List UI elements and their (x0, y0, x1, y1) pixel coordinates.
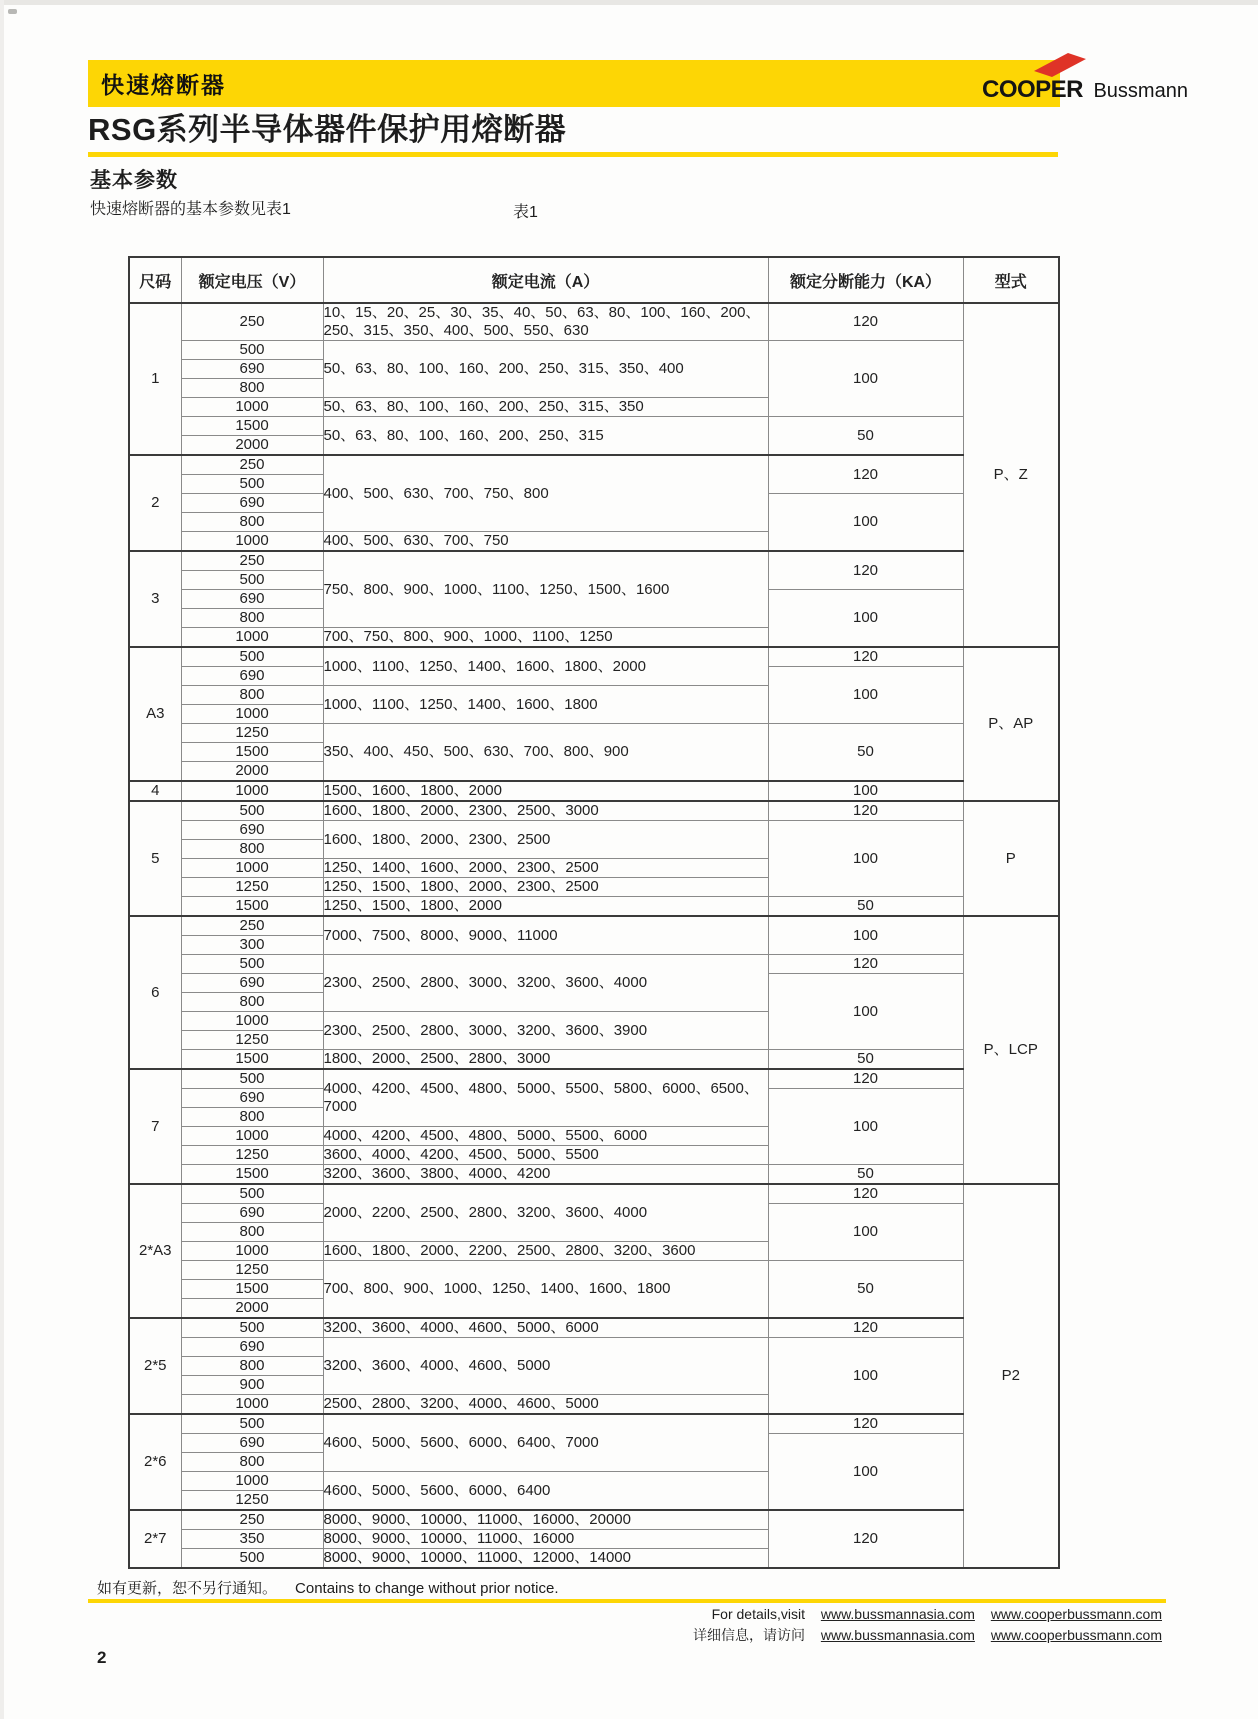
voltage-cell: 800 (181, 513, 323, 532)
voltage-cell: 1250 (181, 1261, 323, 1280)
cooper-bussmann-logo (982, 52, 1212, 104)
voltage-cell: 250 (181, 916, 323, 936)
breaking-capacity-cell: 120 (768, 1184, 963, 1204)
table-row (129, 1338, 1059, 1357)
column-header: 型式 (963, 257, 1059, 303)
voltage-cell: 800 (181, 1357, 323, 1376)
voltage-cell: 500 (181, 955, 323, 974)
basic-params-table (128, 256, 1060, 1569)
current-cell: 8000、9000、10000、11000、16000、20000 (323, 1510, 768, 1530)
breaking-capacity-cell: 100 (768, 1089, 963, 1165)
voltage-cell: 690 (181, 821, 323, 840)
current-cell: 1500、1600、1800、2000 (323, 781, 768, 801)
voltage-cell: 350 (181, 1530, 323, 1549)
voltage-cell: 800 (181, 993, 323, 1012)
table-row (129, 303, 1059, 341)
voltage-cell: 800 (181, 1453, 323, 1472)
breaking-capacity-cell: 120 (768, 1069, 963, 1089)
breaking-capacity-cell: 100 (768, 341, 963, 417)
breaking-capacity-cell: 50 (768, 1261, 963, 1319)
breaking-capacity-cell: 120 (768, 1510, 963, 1568)
voltage-cell: 2000 (181, 436, 323, 456)
voltage-cell: 690 (181, 360, 323, 379)
column-header: 尺码 (129, 257, 181, 303)
current-cell: 4600、5000、5600、6000、6400、7000 (323, 1414, 768, 1472)
size-cell: 2*6 (129, 1414, 181, 1510)
voltage-cell: 1250 (181, 724, 323, 743)
voltage-cell: 250 (181, 455, 323, 475)
current-cell: 700、800、900、1000、1250、1400、1600、1800 (323, 1261, 768, 1319)
voltage-cell: 500 (181, 1414, 323, 1434)
breaking-capacity-cell: 50 (768, 1165, 963, 1185)
column-header: 额定电流（A） (323, 257, 768, 303)
voltage-cell: 800 (181, 609, 323, 628)
breaking-capacity-cell: 120 (768, 801, 963, 821)
current-cell: 2000、2200、2500、2800、3200、3600、4000 (323, 1184, 768, 1242)
current-cell: 50、63、80、100、160、200、250、315 (323, 417, 768, 456)
table-row (129, 1261, 1059, 1280)
current-cell: 1800、2000、2500、2800、3000 (323, 1050, 768, 1070)
voltage-cell: 500 (181, 571, 323, 590)
table-row (129, 1069, 1059, 1089)
voltage-cell: 500 (181, 1549, 323, 1569)
current-cell: 4600、5000、5600、6000、6400 (323, 1472, 768, 1511)
breaking-capacity-cell: 100 (768, 590, 963, 648)
current-cell: 1250、1500、1800、2000 (323, 897, 768, 917)
breaking-capacity-cell: 120 (768, 647, 963, 667)
table-row (129, 341, 1059, 360)
table-row (129, 1184, 1059, 1204)
voltage-cell: 500 (181, 341, 323, 360)
voltage-cell: 800 (181, 686, 323, 705)
size-cell: 2*7 (129, 1510, 181, 1568)
breaking-capacity-cell: 100 (768, 1434, 963, 1511)
voltage-cell: 1500 (181, 417, 323, 436)
voltage-cell: 690 (181, 974, 323, 993)
voltage-cell: 800 (181, 840, 323, 859)
footer-links (693, 1604, 1162, 1646)
table-row (129, 801, 1059, 821)
change-notice (97, 1577, 559, 1598)
breaking-capacity-cell: 50 (768, 897, 963, 917)
type-cell: P、Z (963, 303, 1059, 647)
type-cell: P2 (963, 1184, 1059, 1568)
voltage-cell: 800 (181, 1223, 323, 1242)
voltage-cell: 690 (181, 1338, 323, 1357)
cooperbussmann-link-cn[interactable]: www.cooperbussmann.com (990, 1627, 1162, 1643)
voltage-cell: 690 (181, 1089, 323, 1108)
current-cell: 400、500、630、700、750 (323, 532, 768, 552)
current-cell: 1600、1800、2000、2200、2500、2800、3200、3600 (323, 1242, 768, 1261)
current-cell: 8000、9000、10000、11000、12000、14000 (323, 1549, 768, 1569)
voltage-cell: 800 (181, 379, 323, 398)
section-heading: 基本参数 (90, 169, 178, 192)
voltage-cell: 1250 (181, 1491, 323, 1511)
current-cell: 50、63、80、100、160、200、250、315、350 (323, 398, 768, 417)
table-row (129, 1510, 1059, 1530)
voltage-cell: 1500 (181, 897, 323, 917)
current-cell: 350、400、450、500、630、700、800、900 (323, 724, 768, 782)
voltage-cell: 1000 (181, 781, 323, 801)
current-cell: 7000、7500、8000、9000、11000 (323, 916, 768, 955)
current-cell: 1000、1100、1250、1400、1600、1800、2000 (323, 647, 768, 686)
voltage-cell: 690 (181, 494, 323, 513)
voltage-cell: 300 (181, 936, 323, 955)
table-row (129, 417, 1059, 436)
voltage-cell: 250 (181, 303, 323, 341)
voltage-cell: 900 (181, 1376, 323, 1395)
breaking-capacity-cell: 120 (768, 551, 963, 590)
breaking-capacity-cell: 120 (768, 955, 963, 974)
voltage-cell: 1000 (181, 859, 323, 878)
details-line-en (693, 1604, 1162, 1625)
voltage-cell: 500 (181, 647, 323, 667)
size-cell: 5 (129, 801, 181, 916)
breaking-capacity-cell: 50 (768, 1050, 963, 1070)
voltage-cell: 500 (181, 1184, 323, 1204)
breaking-capacity-cell: 100 (768, 781, 963, 801)
breaking-capacity-cell: 50 (768, 417, 963, 456)
table-body (129, 303, 1059, 1568)
table-row (129, 916, 1059, 936)
breaking-capacity-cell: 100 (768, 667, 963, 724)
voltage-cell: 1000 (181, 1127, 323, 1146)
breaking-capacity-cell: 100 (768, 974, 963, 1050)
voltage-cell: 500 (181, 801, 323, 821)
current-cell: 4000、4200、4500、4800、5000、5500、6000 (323, 1127, 768, 1146)
column-header: 额定电压（V） (181, 257, 323, 303)
bussmannasia-link[interactable]: www.bussmannasia.com (820, 1606, 975, 1622)
voltage-cell: 1000 (181, 705, 323, 724)
table-row (129, 781, 1059, 801)
voltage-cell: 1250 (181, 1031, 323, 1050)
size-cell: 4 (129, 781, 181, 801)
current-cell: 2500、2800、3200、4000、4600、5000 (323, 1395, 768, 1415)
current-cell: 8000、9000、10000、11000、16000 (323, 1530, 768, 1549)
size-cell: 6 (129, 916, 181, 1069)
scan-speck (8, 9, 17, 14)
voltage-cell: 2000 (181, 762, 323, 782)
details-prefix-en: For details,visit (711, 1606, 805, 1622)
table-caption: 表1 (513, 204, 538, 221)
voltage-cell: 1250 (181, 1146, 323, 1165)
type-cell: P、LCP (963, 916, 1059, 1184)
logo-bussmann-text: Bussmann (1093, 80, 1188, 102)
table-row (129, 821, 1059, 840)
voltage-cell: 1000 (181, 1012, 323, 1031)
size-cell: 2 (129, 455, 181, 551)
current-cell: 750、800、900、1000、1100、1250、1500、1600 (323, 551, 768, 628)
current-cell: 1600、1800、2000、2300、2500、3000 (323, 801, 768, 821)
voltage-cell: 1000 (181, 1472, 323, 1491)
current-cell: 3200、3600、3800、4000、4200 (323, 1165, 768, 1185)
voltage-cell: 1000 (181, 628, 323, 648)
breaking-capacity-cell: 120 (768, 1414, 963, 1434)
voltage-cell: 1000 (181, 1242, 323, 1261)
current-cell: 1250、1400、1600、2000、2300、2500 (323, 859, 768, 878)
page-title: RSG系列半导体器件保护用熔断器 (88, 112, 567, 147)
breaking-capacity-cell: 50 (768, 724, 963, 782)
breaking-capacity-cell: 120 (768, 303, 963, 341)
current-cell: 3200、3600、4000、4600、5000 (323, 1338, 768, 1395)
current-cell: 1000、1100、1250、1400、1600、1800 (323, 686, 768, 724)
current-cell: 700、750、800、900、1000、1100、1250 (323, 628, 768, 648)
current-cell: 2300、2500、2800、3000、3200、3600、3900 (323, 1012, 768, 1050)
category-banner (88, 60, 1060, 107)
breaking-capacity-cell: 100 (768, 1338, 963, 1415)
current-cell: 10、15、20、25、30、35、40、50、63、80、100、160、200、250、315、350、400、500、550、630 (323, 303, 768, 341)
current-cell: 4000、4200、4500、4800、5000、5500、5800、6000、6500、7000 (323, 1069, 768, 1127)
cooperbussmann-link[interactable]: www.cooperbussmann.com (990, 1606, 1162, 1622)
current-cell: 50、63、80、100、160、200、250、315、350、400 (323, 341, 768, 398)
voltage-cell: 500 (181, 1318, 323, 1338)
size-cell: A3 (129, 647, 181, 781)
breaking-capacity-cell: 100 (768, 494, 963, 552)
voltage-cell: 1500 (181, 1165, 323, 1185)
breaking-capacity-cell: 100 (768, 821, 963, 897)
voltage-cell: 1000 (181, 1395, 323, 1415)
voltage-cell: 1500 (181, 743, 323, 762)
change-notice-cn: 如有更新，恕不另行通知。 (97, 1580, 278, 1597)
breaking-capacity-cell: 100 (768, 1204, 963, 1261)
details-prefix-cn: 详细信息，请访问 (692, 1627, 805, 1643)
breaking-capacity-cell: 100 (768, 916, 963, 955)
voltage-cell: 690 (181, 1434, 323, 1453)
yellow-rule-bottom (88, 1599, 1166, 1603)
current-cell: 400、500、630、700、750、800 (323, 455, 768, 532)
current-cell: 1250、1500、1800、2000、2300、2500 (323, 878, 768, 897)
table-row (129, 1414, 1059, 1434)
page-number: 2 (97, 1648, 107, 1667)
logo-cooper-text: COOPER (982, 76, 1084, 103)
table-row (129, 551, 1059, 571)
type-cell: P、AP (963, 647, 1059, 801)
table-row (129, 955, 1059, 974)
scan-edge-left (0, 0, 4, 1719)
scan-edge-top (0, 0, 1258, 5)
yellow-rule-top (88, 152, 1058, 157)
voltage-cell: 250 (181, 551, 323, 571)
table-row (129, 1050, 1059, 1070)
table-row (129, 897, 1059, 917)
bussmannasia-link-cn[interactable]: www.bussmannasia.com (820, 1627, 975, 1643)
details-line-cn (693, 1625, 1162, 1646)
table-row (129, 647, 1059, 667)
voltage-cell: 2000 (181, 1299, 323, 1319)
voltage-cell: 500 (181, 1069, 323, 1089)
change-notice-en: Contains to change without prior notice. (295, 1580, 559, 1597)
current-cell: 1600、1800、2000、2300、2500 (323, 821, 768, 859)
size-cell: 7 (129, 1069, 181, 1184)
voltage-cell: 690 (181, 590, 323, 609)
table-row (129, 1165, 1059, 1185)
table-header (129, 257, 1059, 303)
table-row (129, 724, 1059, 743)
voltage-cell: 1500 (181, 1050, 323, 1070)
voltage-cell: 1500 (181, 1280, 323, 1299)
current-cell: 3600、4000、4200、4500、5000、5500 (323, 1146, 768, 1165)
category-label: 快速熔断器 (101, 72, 226, 98)
voltage-cell: 690 (181, 1204, 323, 1223)
voltage-cell: 500 (181, 475, 323, 494)
voltage-cell: 1000 (181, 532, 323, 552)
table-row (129, 455, 1059, 475)
column-header: 额定分断能力（KA） (768, 257, 963, 303)
current-cell: 3200、3600、4000、4600、5000、6000 (323, 1318, 768, 1338)
voltage-cell: 800 (181, 1108, 323, 1127)
voltage-cell: 1000 (181, 398, 323, 417)
size-cell: 1 (129, 303, 181, 455)
table-row (129, 1318, 1059, 1338)
voltage-cell: 250 (181, 1510, 323, 1530)
breaking-capacity-cell: 120 (768, 455, 963, 494)
voltage-cell: 1250 (181, 878, 323, 897)
breaking-capacity-cell: 120 (768, 1318, 963, 1338)
size-cell: 2*5 (129, 1318, 181, 1414)
voltage-cell: 690 (181, 667, 323, 686)
size-cell: 2*A3 (129, 1184, 181, 1318)
current-cell: 2300、2500、2800、3000、3200、3600、4000 (323, 955, 768, 1012)
section-intro: 快速熔断器的基本参数见表1 (90, 201, 291, 218)
size-cell: 3 (129, 551, 181, 647)
type-cell: P (963, 801, 1059, 916)
